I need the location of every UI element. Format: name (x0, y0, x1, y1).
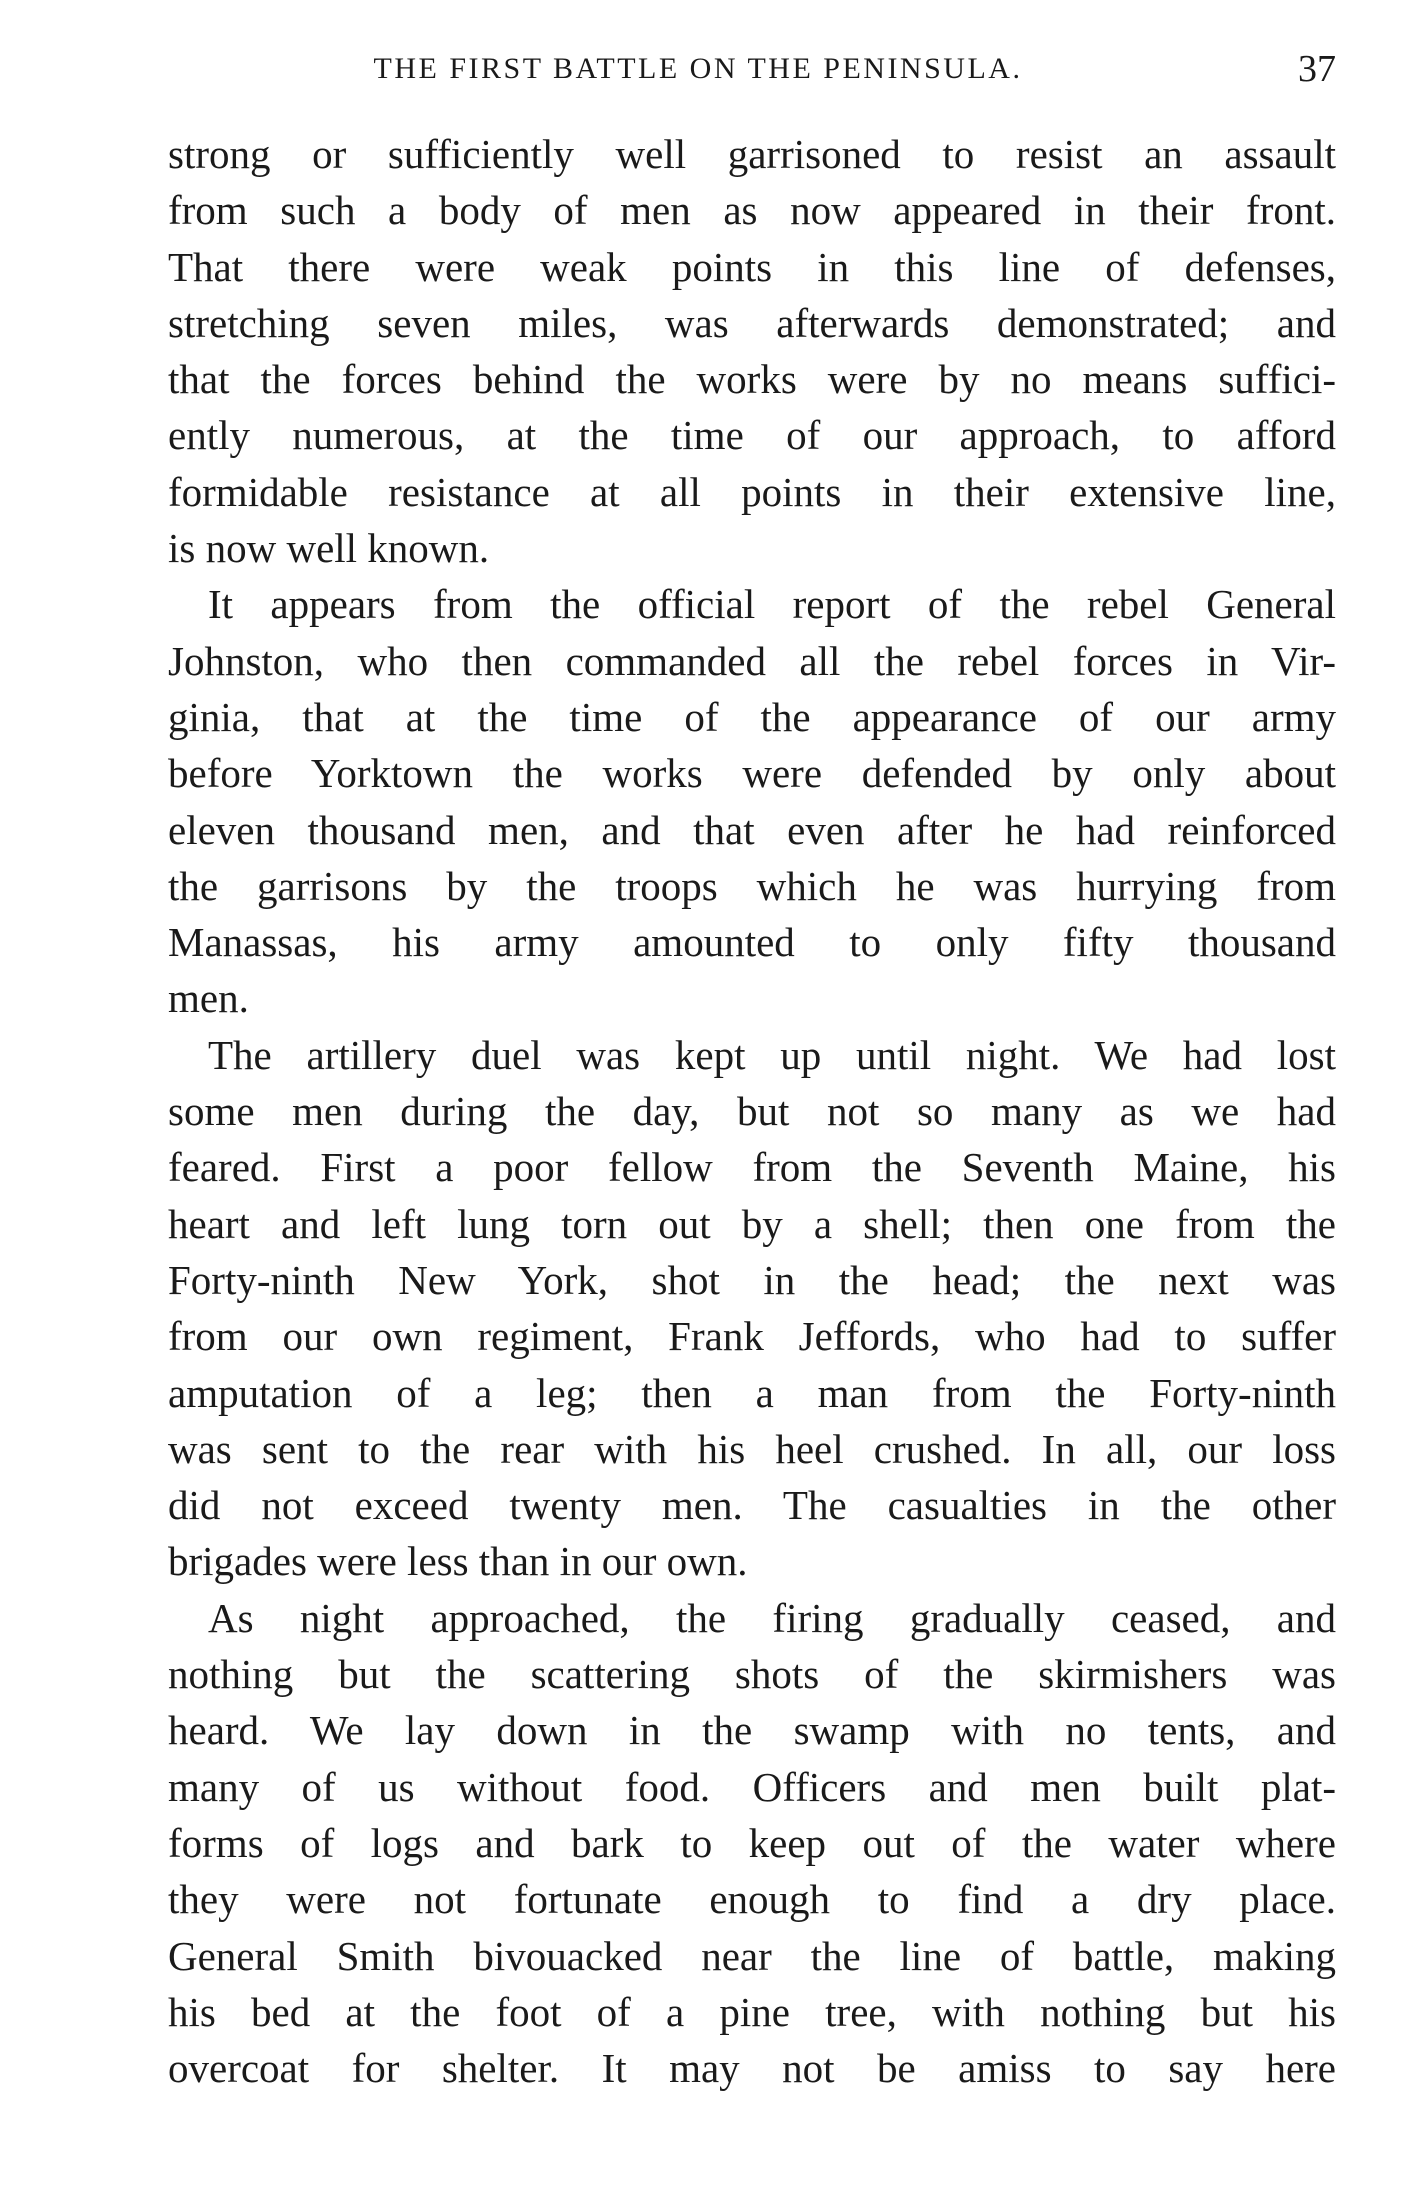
text-line: from our own regiment, Frank Jeffords, who had to suffer (168, 1313, 1336, 1360)
text-line: heart and left lung torn out by a shell; then one from the (168, 1200, 1336, 1247)
text-line: his bed at the foot of a pine tree, with nothing but his (168, 1988, 1336, 2035)
text-line: ently numerous, at the time of our approach, to afford (168, 412, 1336, 459)
text-line: was sent to the rear with his heel crushed. In all, our loss (168, 1425, 1336, 1472)
text-line: that the forces behind the works were by no means suffici- (168, 356, 1336, 403)
text-line: It appears from the official report of the rebel General (208, 581, 1336, 628)
text-line: ginia, that at the time of the appearance of our army (168, 693, 1336, 740)
text-line: brigades were less than in our own. (168, 1538, 748, 1585)
text-line: is now well known. (168, 525, 490, 572)
page-number: 37 (1298, 48, 1336, 90)
body-text (168, 126, 1336, 2096)
text-line: before Yorktown the works were defended by only about (168, 750, 1336, 797)
text-line: heard. We lay down in the swamp with no tents, and (168, 1707, 1336, 1754)
text-line: from such a body of men as now appeared in their front. (168, 187, 1336, 234)
text-line: As night approached, the firing gradually ceased, and (208, 1594, 1336, 1641)
text-line: forms of logs and bark to keep out of the water where (168, 1819, 1336, 1866)
text-line: The artillery duel was kept up until night. We had lost (208, 1031, 1336, 1078)
text-line: the garrisons by the troops which he was hurrying from (168, 862, 1336, 909)
text-line: That there were weak points in this line of defenses, (168, 243, 1336, 290)
text-line: General Smith bivouacked near the line of battle, making (168, 1932, 1336, 1979)
text-line: strong or sufficiently well garrisoned to resist an assault (168, 131, 1336, 177)
text-line: did not exceed twenty men. The casualties in the other (168, 1482, 1336, 1529)
text-line: Forty-ninth New York, shot in the head; the next was (168, 1256, 1336, 1303)
text-line: Manassas, his army amounted to only fifty thousand (168, 919, 1336, 966)
text-line: Johnston, who then commanded all the rebel forces in Vir- (168, 637, 1336, 684)
running-title: THE FIRST BATTLE ON THE PENINSULA. (373, 52, 1023, 85)
text-line: amputation of a leg; then a man from the Forty-ninth (168, 1369, 1336, 1416)
text-line: nothing but the scattering shots of the skirmishers was (168, 1651, 1336, 1698)
text-line: many of us without food. Officers and men built plat- (168, 1763, 1336, 1810)
text-line: formidable resistance at all points in their extensive line, (168, 468, 1336, 515)
running-head (168, 44, 1336, 94)
text-line: overcoat for shelter. It may not be amiss to say here (168, 2045, 1336, 2092)
text-line: feared. First a poor fellow from the Seventh Maine, his (168, 1144, 1336, 1191)
text-line: men. (168, 975, 249, 1022)
text-line: they were not fortunate enough to find a dry place. (168, 1876, 1336, 1923)
text-line: eleven thousand men, and that even after he had reinforced (168, 806, 1336, 853)
text-line: stretching seven miles, was afterwards demonstrated; and (168, 299, 1336, 346)
text-line: some men during the day, but not so many as we had (168, 1088, 1336, 1135)
